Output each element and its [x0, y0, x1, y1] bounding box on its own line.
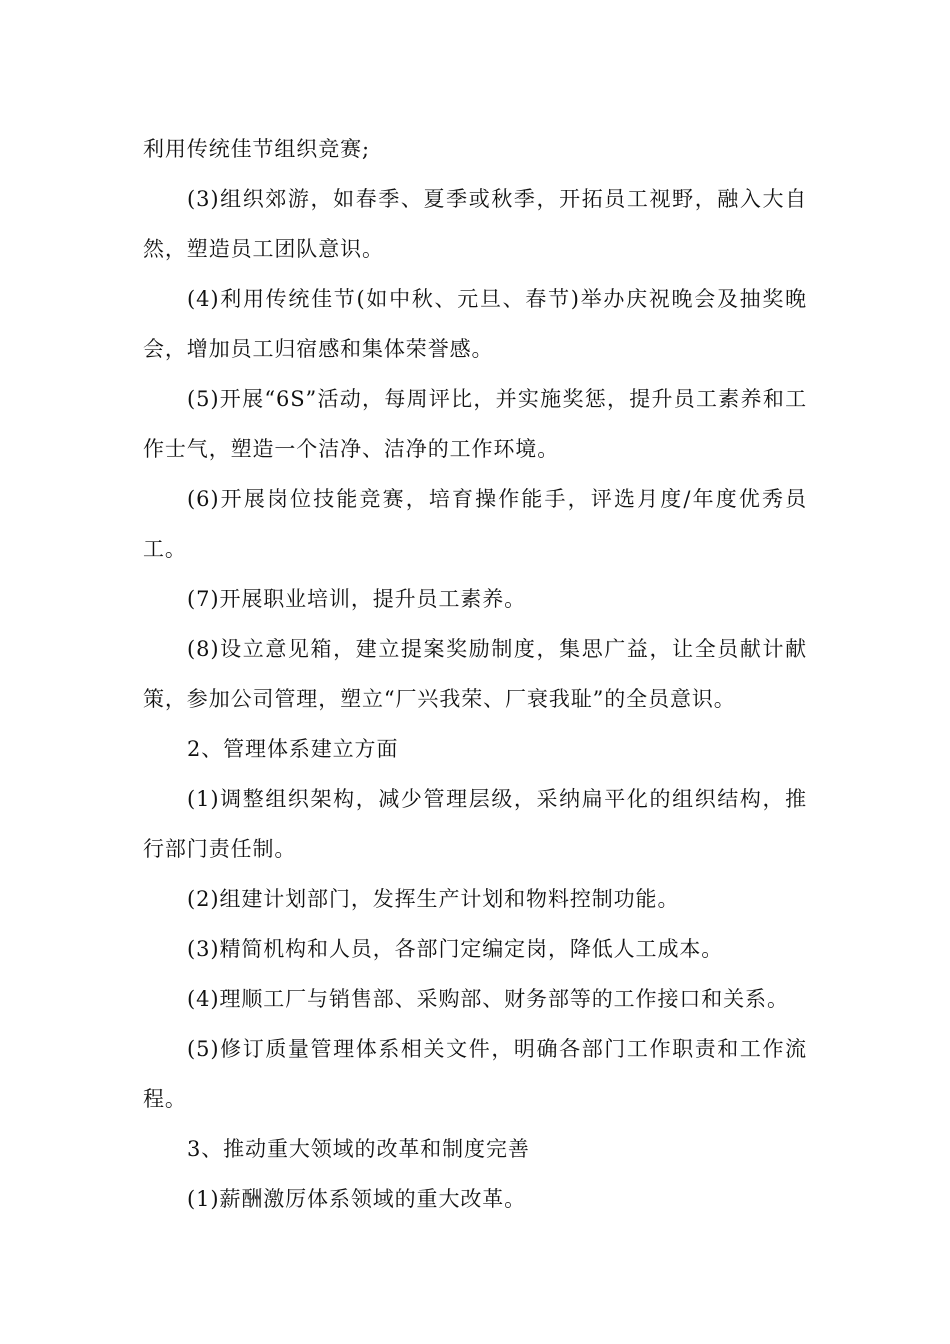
paragraph: (4)利用传统佳节(如中秋、元旦、春节)举办庆祝晚会及抽奖晚会，增加员工归宿感和集体荣誉感。 [143, 287, 807, 361]
paragraph-continuation: 利用传统佳节组织竞赛; [143, 137, 370, 161]
paragraph: (1)薪酬激厉体系领域的重大改革。 [187, 1187, 527, 1211]
paragraph: (2)组建计划部门，发挥生产计划和物料控制功能。 [187, 887, 680, 911]
paragraph: (1)调整组织架构，减少管理层级，采纳扁平化的组织结构，推行部门责任制。 [143, 787, 807, 861]
paragraph: (5)开展“6S”活动，每周评比，并实施奖惩，提升员工素养和工作士气，塑造一个洁净、洁净的工作环境。 [143, 387, 807, 461]
section-heading: 3、推动重大领域的改革和制度完善 [187, 1137, 530, 1161]
document-body [143, 124, 807, 1224]
paragraph: (4)理顺工厂与销售部、采购部、财务部等的工作接口和关系。 [187, 987, 789, 1011]
paragraph: (7)开展职业培训，提升员工素养。 [187, 587, 527, 611]
paragraph: (3)组织郊游，如春季、夏季或秋季，开拓员工视野，融入大自然，塑造员工团队意识。 [143, 187, 807, 261]
paragraph: (6)开展岗位技能竞赛，培育操作能手，评选月度/年度优秀员工。 [143, 487, 807, 561]
paragraph: (8)设立意见箱，建立提案奖励制度，集思广益，让全员献计献策，参加公司管理，塑立“厂兴我荣、厂衰我耻”的全员意识。 [143, 637, 807, 711]
paragraph: (5)修订质量管理体系相关文件，明确各部门工作职责和工作流程。 [143, 1037, 807, 1111]
paragraph: (3)精简机构和人员，各部门定编定岗，降低人工成本。 [187, 937, 724, 961]
section-heading: 2、管理体系建立方面 [187, 737, 399, 761]
